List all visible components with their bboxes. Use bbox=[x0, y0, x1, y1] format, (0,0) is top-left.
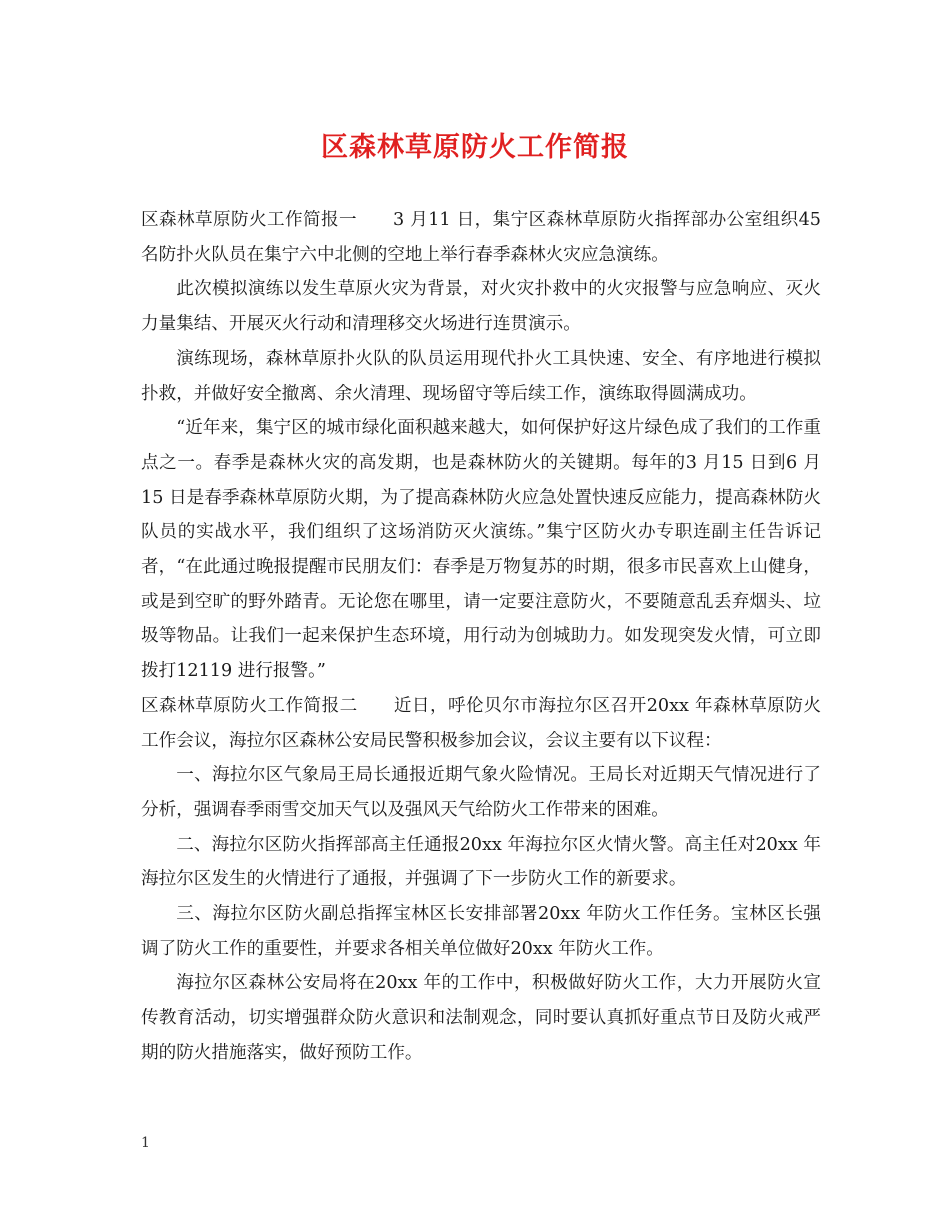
paragraph-5: 区森林草原防火工作简报二 近日，呼伦贝尔市海拉尔区召开20xx 年森林草原防火工作会议，海拉尔区森林公安局民警积极参加会议，会议主要有以下议程： bbox=[141, 695, 821, 751]
page-number: 1 bbox=[141, 1135, 150, 1151]
paragraph-4: “近年来，集宁区的城市绿化面积越来越大，如何保护好这片绿色成了我们的工作重点之一。春季是森林火灾的高发期，也是森林防火的关键期。每年的3 月15 日到6 月15 日是春季森林草原防火期，为了提高森林防火应急处置快速反应能力，提高森林防火队员的实战水平，我们组织了这场消防灭火演练。”集宁区防火办专职连副主任告诉记者，“在此通过晚报提醒市民朋友们：春季是万物复苏的时期，很多市民喜欢上山健身，或是到空旷的野外踏青。无论您在哪里，请一定要注意防火，不要随意乱丢弃烟头、垃圾等物品。让我们一起来保护生态环境，用行动为创城助力。如发现突发火情，可立即拨打12119 进行报警。” bbox=[141, 418, 821, 682]
document-body bbox=[141, 203, 821, 1071]
document-title: 区森林草原防火工作简报 bbox=[321, 132, 629, 163]
paragraph-8: 三、海拉尔区防火副总指挥宝林区长安排部署20xx 年防火工作任务。宝林区长强调了防火工作的重要性，并要求各相关单位做好20xx 年防火工作。 bbox=[141, 904, 821, 959]
paragraph-7: 二、海拉尔区防火指挥部高主任通报20xx 年海拉尔区火情火警。高主任对20xx 年海拉尔区发生的火情进行了通报，并强调了下一步防火工作的新要求。 bbox=[141, 834, 821, 890]
paragraph-2: 此次模拟演练以发生草原火灾为背景，对火灾扑救中的火灾报警与应急响应、灭火力量集结、开展灭火行动和清理移交火场进行连贯演示。 bbox=[141, 279, 821, 335]
paragraph-1: 区森林草原防火工作简报一 3 月11 日，集宁区森林草原防火指挥部办公室组织45 名防扑火队员在集宁六中北侧的空地上举行春季森林火灾应急演练。 bbox=[141, 210, 821, 265]
paragraph-3: 演练现场，森林草原扑火队的队员运用现代扑火工具快速、安全、有序地进行模拟扑救，并做好安全撤离、余火清理、现场留守等后续工作，演练取得圆满成功。 bbox=[141, 348, 821, 404]
paragraph-6: 一、海拉尔区气象局王局长通报近期气象火险情况。王局长对近期天气情况进行了分析，强调春季雨雪交加天气以及强风天气给防火工作带来的困难。 bbox=[141, 765, 821, 820]
paragraph-9: 海拉尔区森林公安局将在20xx 年的工作中，积极做好防火工作，大力开展防火宣传教育活动，切实增强群众防火意识和法制观念，同时要认真抓好重点节日及防火戒严期的防火措施落实，做好预防工作。 bbox=[141, 973, 821, 1063]
